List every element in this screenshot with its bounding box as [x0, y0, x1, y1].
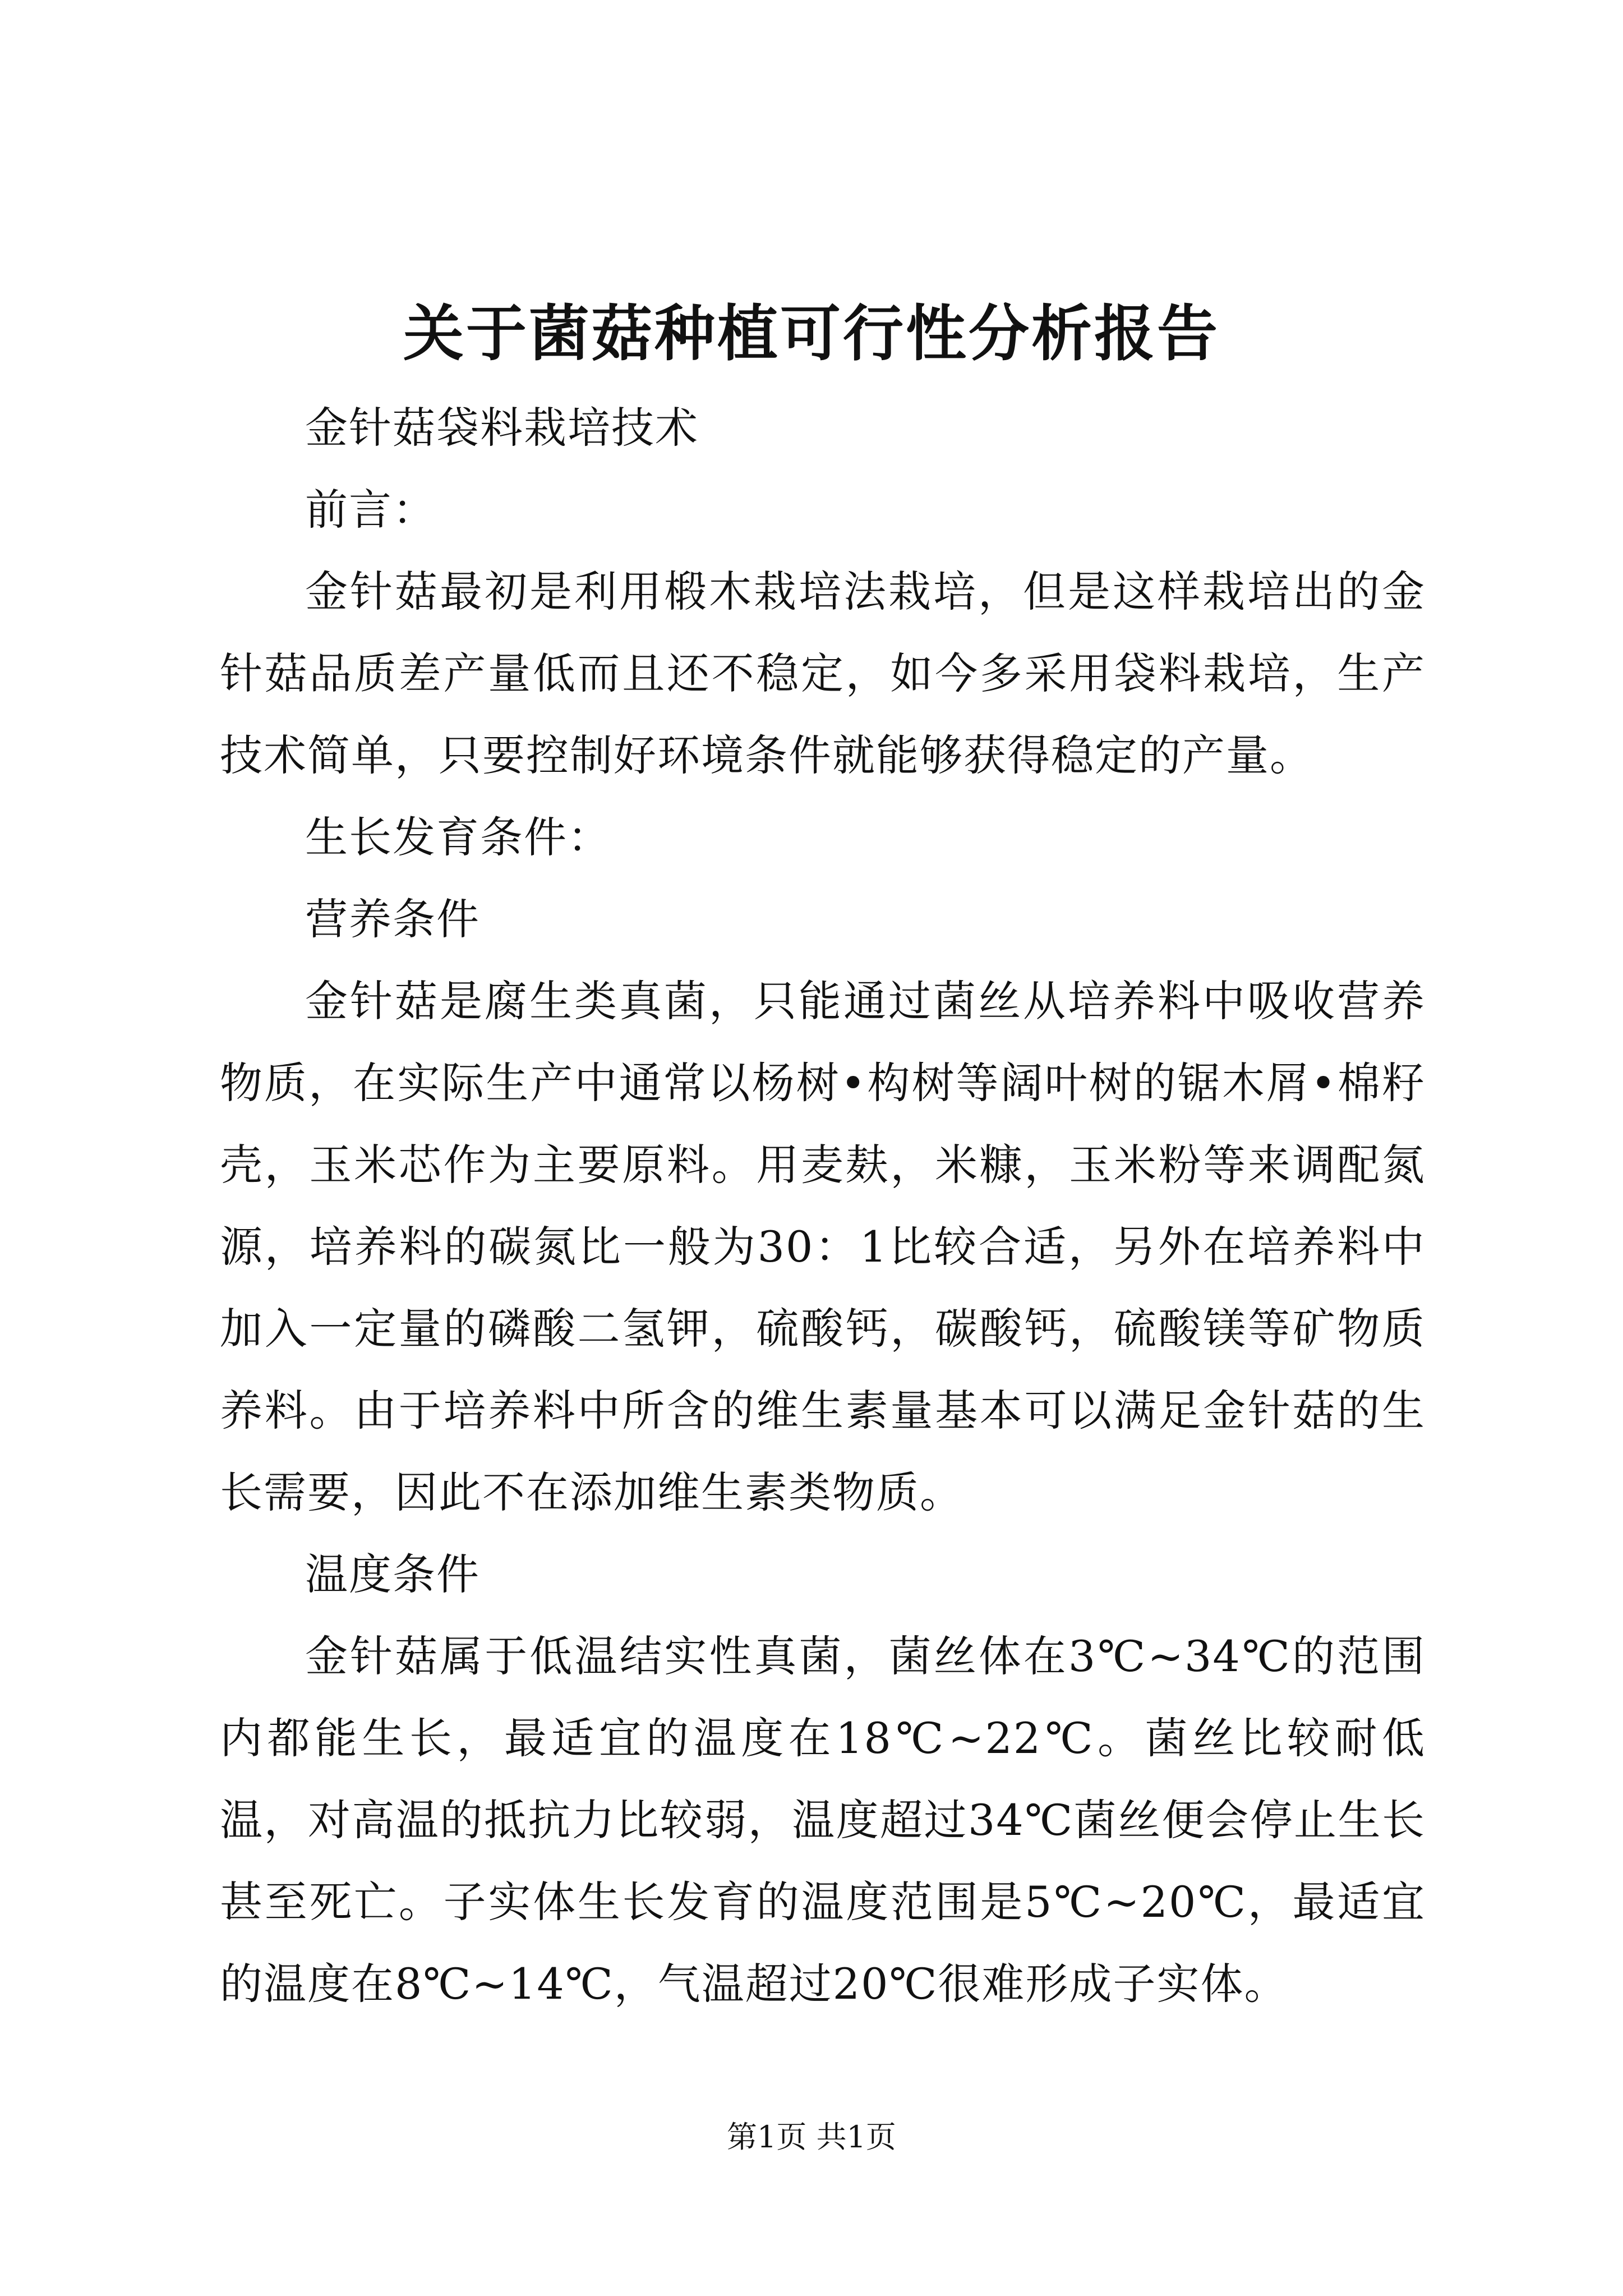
paragraph-temperature: 金针菇属于低温结实性真菌，菌丝体在3℃~34℃的范围内都能生长，最适宜的温度在18℃~22℃。菌丝比较耐低温，对高温的抵抗力比较弱，温度超过34℃菌丝便会停止生长甚至死亡。子实体生长发育的温度范围是5℃~20℃，最适宜的温度在8℃~14℃，气温超过20℃很难形成子实体。: [220, 1631, 1426, 2009]
paragraph-nutrition-heading: 营养条件: [305, 894, 480, 944]
paragraph-subtitle: 金针菇袋料栽培技术: [305, 403, 699, 453]
page-footer: 第1页 共1页: [727, 2119, 896, 2155]
document-title: 关于菌菇种植可行性分析报告: [403, 298, 1220, 369]
paragraph-preface: 金针菇最初是利用椴木栽培法栽培，但是这样栽培出的金针菇品质差产量低而且还不稳定，如今多采用袋料栽培，生产技术简单，只要控制好环境条件就能够获得稳定的产量。: [220, 567, 1426, 780]
paragraph-nutrition: 金针菇是腐生类真菌，只能通过菌丝从培养料中吸收营养物质，在实际生产中通常以杨树•构树等阔叶树的锯木屑•棉籽壳，玉米芯作为主要原料。用麦麸，米糠，玉米粉等来调配氮源，培养料的碳氮比一般为30：1比较合适，另外在培养料中加入一定量的磷酸二氢钾，硫酸钙，碳酸钙，硫酸镁等矿物质养料。由于培养料中所含的维生素量基本可以满足金针菇的生长需要，因此不在添加维生素类物质。: [220, 976, 1426, 1517]
paragraph-growth-heading: 生长发育条件：: [305, 812, 611, 862]
paragraph-temperature-heading: 温度条件: [305, 1549, 480, 1599]
document-body: [220, 387, 1426, 2025]
paragraph-preface-heading: 前言：: [305, 485, 436, 535]
